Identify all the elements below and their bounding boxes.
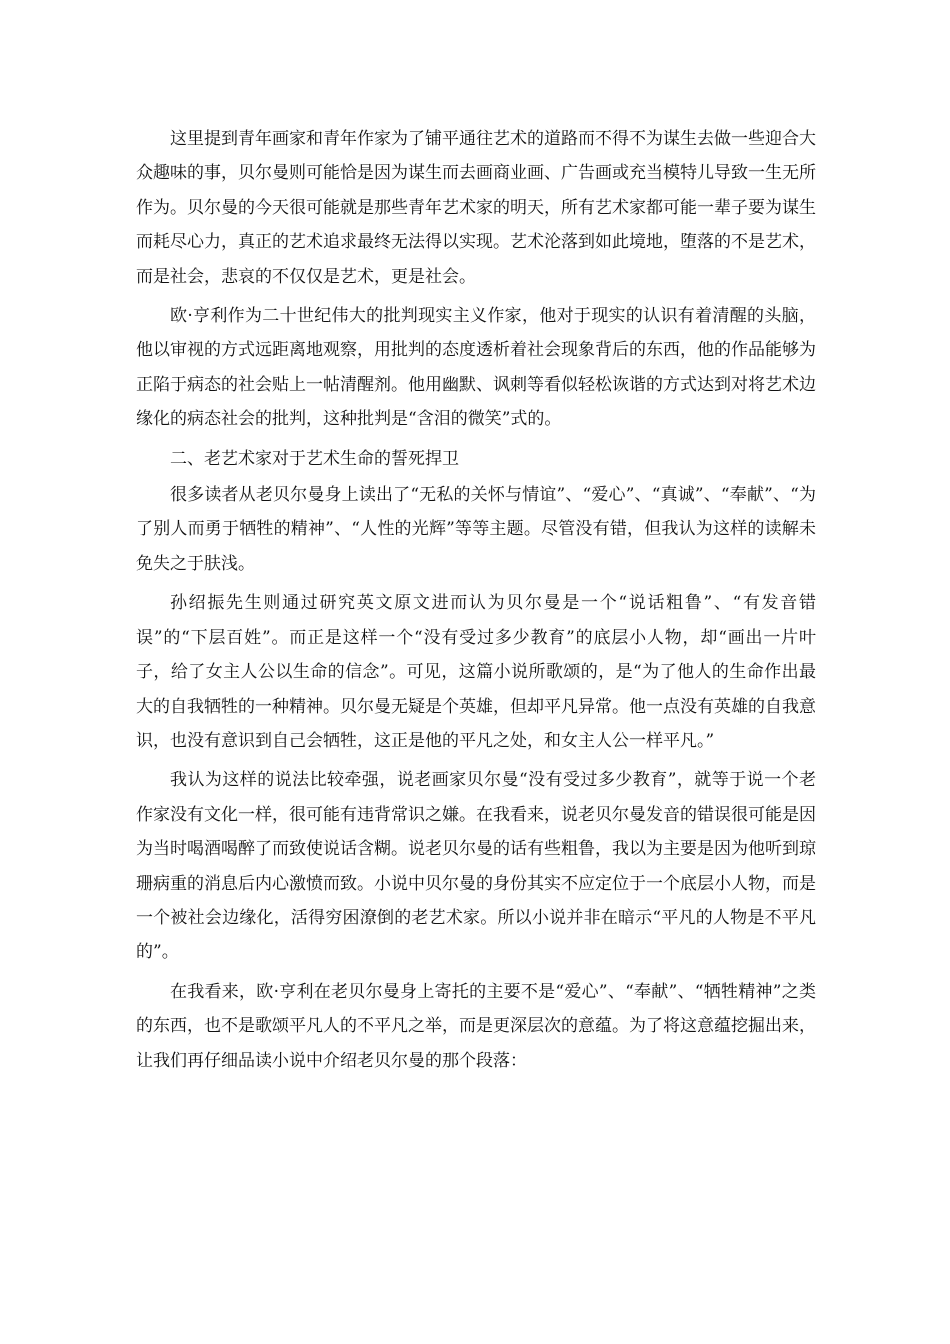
paragraph-4: 孙绍振先生则通过研究英文原文进而认为贝尔曼是一个“说话粗鲁”、“有发音错误”的“下层百姓”。而正是这样一个“没有受过多少教育”的底层小人物，却“画出一片叶子，给了女主人公以生命的信念”。可见，这篇小说所歌颂的，是“为了他人的生命作出最大的自我牺牲的一种精神。贝尔曼无疑是个英雄，但却平凡异常。他一点没有英雄的自我意识，也没有意识到自己会牺牲，这正是他的平凡之处，和女主人公一样平凡。”: [136, 593, 816, 751]
section-heading: 二、老艺术家对于艺术生命的誓死捍卫: [170, 448, 459, 469]
paragraph-3: 很多读者从老贝尔曼身上读出了“无私的关怀与情谊”、“爱心”、“真诚”、“奉献”、“为了别人而勇于牺牲的精神”、“人性的光辉”等等主题。尽管没有错，但我认为这样的读解未免失之于肤浅。: [136, 485, 816, 574]
document-body: [136, 122, 816, 1083]
paragraph-5: 我认为这样的说法比较牵强，说老画家贝尔曼“没有受过多少教育”，就等于说一个老作家没有文化一样，很可能有违背常识之嫌。在我看来，说老贝尔曼发音的错误很可能是因为当时喝酒喝醉了而致使说话含糊。说老贝尔曼的话有些粗鲁，我以为主要是因为他听到琼珊病重的消息后内心激愤而致。小说中贝尔曼的身份其实不应定位于一个底层小人物，而是一个被社会边缘化，活得穷困潦倒的老艺术家。所以小说并非在暗示“平凡的人物是不平凡的”。: [136, 770, 816, 963]
paragraph-6: 在我看来，欧·亨利在老贝尔曼身上寄托的主要不是“爱心”、“奉献”、“牺牲精神”之类的东西，也不是歌颂平凡人的不平凡之举，而是更深层次的意蕴。为了将这意蕴挖掘出来，让我们再仔细品读小说中介绍老贝尔曼的那个段落：: [136, 981, 816, 1071]
paragraph-1: 这里提到青年画家和青年作家为了铺平通往艺术的道路而不得不为谋生去做一些迎合大众趣味的事，贝尔曼则可能恰是因为谋生而去画商业画、广告画或充当模特儿导致一生无所作为。贝尔曼的今天很可能就是那些青年艺术家的明天，所有艺术家都可能一辈子要为谋生而耗尽心力，真正的艺术追求最终无法得以实现。艺术沦落到如此境地，堕落的不是艺术，而是社会，悲哀的不仅仅是艺术，更是社会。: [136, 129, 816, 287]
paragraph-2: 欧·亨利作为二十世纪伟大的批判现实主义作家，他对于现实的认识有着清醒的头脑，他以审视的方式远距离地观察，用批判的态度透析着社会现象背后的东西，他的作品能够为正陷于病态的社会贴上一帖清醒剂。他用幽默、讽刺等看似轻松诙谐的方式达到对将艺术边缘化的病态社会的批判，这种批判是“含泪的微笑”式的。: [136, 306, 816, 430]
